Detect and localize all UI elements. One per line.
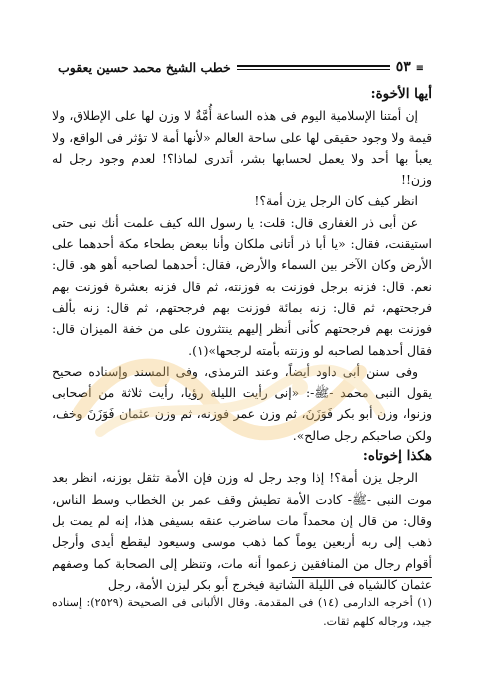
page-number: ≡ ٥٣ (395, 59, 424, 75)
double-bar-ornament-icon: ≡ (415, 63, 424, 74)
footnote: (١) أخرجه الدارمى (١٤) فى المقدمة. وقال الألبانى فى الصحيحة (٢٥٢٩): إسناده جيد، ورجاله كلهم ثقات. (52, 596, 432, 629)
hadith-paragraph: وفى سنن أبى داود أيضاً، وعند الترمذى، وفى المسند وإسناده صحيح يقول النبى محمد -ﷺ-: «إنى رأيت الليلة رؤيا، رأيت ثلاثة من أصحابى وزنوا، وزن أبو بكر فَوَزَنَ، ثم وزن عمر فوزنه، ثم وزن عثمان فَوَزَنَ وخف، ولكن صاحبكم رجل صالح». (52, 363, 432, 443)
paragraph: إن أمتنا الإسلامية اليوم فى هذه الساعة أُمَّةٌ لا وزن لها على الإطلاق، ولا قيمة ولا وجود حقيقى لها على ساحة العالم «لأنها أمة لا تؤثر فى الواقع، ولا يعبأ بها أحد ولا يعمل لحسابها بشر، أتدرى لماذا؟! لعدم وجود رجل له وزن!! (52, 108, 432, 188)
main-text (52, 84, 432, 595)
running-header (58, 56, 428, 78)
paragraph: الرجل يزن أمة؟! إذا وجد رجل له وزن فإن الأمة تثقل بوزنه، انظر بعد موت النبى -ﷺ- كادت الأمة تطيش وقف عمر بن الخطاب وسط الناس، وقال: من قال إن محمداً مات ساضرب عنقه بسيفى هذا، إنه لم يمت بل ذهب إلى ربه أربعين يوماً كما ذهب موسى وسيعود ليقطع أيدى وأرجل أقوام رجال من المنافقين زعموا أنه مات، وتنظر إلى الصحابة كما وصفهم عثمان كالشياه فى الليلة الشاتية فيخرج أبو بكر ليزن الأمة، رجل (52, 470, 432, 592)
section-heading: أيها الأخوة: (370, 86, 432, 102)
hadith-paragraph: عن أبى ذر الغفارى قال: قلت: يا رسول الله كيف علمت أنك نبى حتى استيقنت، فقال: «يا أبا ذر أتانى ملكان وأنا ببعض بطحاء مكة أحدهما على الأرض وكان الآخر بين السماء والأرض، فقال: أحدهما لصاحبه أهو هو. قال: نعم. قال: فزنه برجل فوزنت به فوزنته، ثم قال فزنه بعشرة فوزنت بهم فرجحتهم، ثم قال: زنه بمائة فوزنت بهم فرجحتهم، ثم قال: زنه بألف فوزنت بهم فرجحتهم كأنى أنظر إليهم ينتثرون على من خفة الميزان قال: فقال أحدهما لصاحبه لو وزنته بأمته لرجحها»(١). (52, 214, 432, 358)
section-heading: هكذا إخوتاه: (362, 448, 432, 465)
book-title: خطب الشيخ محمد حسين يعقوب (58, 59, 231, 75)
paragraph: انظر كيف كان الرجل يزن أمة؟! (254, 193, 418, 209)
header-rule (237, 65, 390, 70)
footnote-separator (292, 577, 432, 578)
